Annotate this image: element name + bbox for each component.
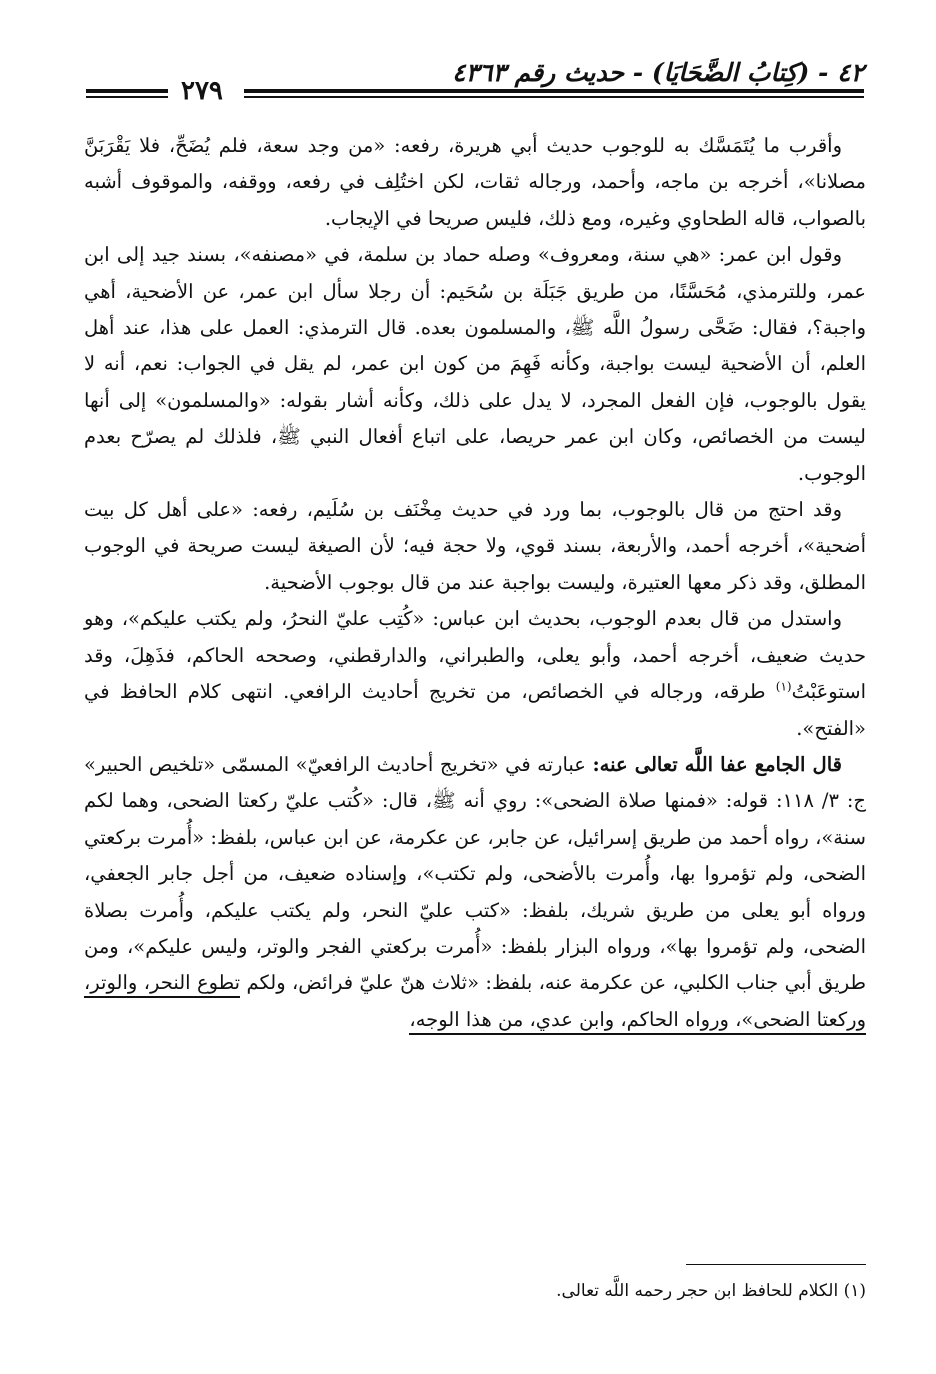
- paragraph-text: وأقرب ما يُتَمَسَّك به للوجوب حديث أبي هريرة، رفعه: «من وجد سعة، فلم يُضَحِّ، فلا يَقْرَبَنَّ مصلانا»، أخرجه بن ماجه، وأحمد، ورجاله ثقات، لكن اختُلِف في رفعه، ووقفه، والموقوف أشبه بالصواب، قاله الطحاوي وغيره، ومع ذلك، فليس صريحا في الإيجاب.: [84, 134, 866, 230]
- footnote: (١) الكلام للحافظ ابن حجر رحمه اللَّه تعالى.: [556, 1281, 866, 1301]
- paragraph-1: [84, 128, 866, 237]
- main-text: [84, 128, 866, 1038]
- paragraph-4: [84, 601, 866, 747]
- header-rule-right-thick: [244, 89, 864, 93]
- header-rule-left-thick: [86, 89, 168, 93]
- header-rule-right-thin: [244, 96, 864, 98]
- paragraph-2: [84, 237, 866, 492]
- paragraph-text-before: واستدل من قال بعدم الوجوب، بحديث ابن عباس: «كُتِب عليّ النحرُ، ولم يكتب عليكم»، وهو حديث ضعيف، أخرجه أحمد، وأبو يعلى، والطبراني، والدارقطني، وصححه الحاكم، فذَهِلَ، وقد استوعَبْتُ: [84, 607, 866, 704]
- paragraph-3: [84, 492, 866, 601]
- paragraph-text: عبارته في «تخريج أحاديث الرافعيّ» المسمّى «تلخيص الحبير» ج: ٣/ ١١٨: قوله: «فمنها صلاة الضحى»: روي أنه ﷺ، قال: «كُتب عليّ ركعتا الضحى، وهما لكم سنة»، رواه أحمد من طريق إسرائيل، عن جابر، عن عكرمة، عن ابن عباس، بلفظ: «أُمرت بركعتي الضحى، ولم تؤمروا بها، وأُمرت بالأضحى، ولم تكتب»، وإسناده ضعيف، من أجل جابر الجعفي، ورواه أبو يعلى من طريق شريك، بلفظ: «كتب عليّ النحر، ولم يكتب عليكم، وأُمرت بصلاة الضحى، ولم تؤمروا بها»، ورواه البزار بلفظ: «أُمرت بركعتي الفجر والوتر، وليس عليكم»، ومن طريق أبي جناب الكلبي، عن عكرمة عنه، بلفظ: «ثلاث هنّ عليّ فرائض، ولكم: [84, 752, 867, 995]
- paragraph-5: [84, 747, 866, 1038]
- page-number: ٢٧٩: [181, 76, 223, 106]
- header-rule-left-thin: [86, 96, 168, 98]
- paragraph-text: وقد احتج من قال بالوجوب، بما ورد في حديث مِخْنَف بن سُلَيم، رفعه: «على أهل كل بيت أضحية»، أخرجه أحمد، والأربعة، بسند قوي، ولا حجة فيه؛ لأن الصيغة ليست صريحة في الوجوب المطلق، وقد ذكر معها العتيرة، وليست بواجبة عند من قال بوجوب الأضحية.: [84, 498, 866, 594]
- underlined-last-line: تطوع النحر، والوتر، وركعتا الضحى»، ورواه الحاكم، وابن عدي، من هذا الوجه،: [84, 971, 866, 1034]
- page-header: [86, 56, 864, 106]
- footnote-marker: (١): [775, 679, 792, 694]
- paragraph-text: وقول ابن عمر: «هي سنة، ومعروف» وصله حماد بن سلمة، في «مصنفه»، بسند جيد إلى ابن عمر، وللترمذي، مُحَسَّنًا، من طريق جَبَلَة بن سُحَيم: أن رجلا سأل ابن عمر، عن الأضحية، أهي واجبة؟، فقال: ضَحَّى رسولُ اللَّه ﷺ، والمسلمون بعده. قال الترمذي: العمل على هذا، عند أهل العلم، أن الأضحية ليست بواجبة، وكأنه فَهِمَ من كون ابن عمر، لم يقل في الجواب: نعم، أنه لا يقول بالوجوب، فإن الفعل المجرد، لا يدل على ذلك، وكأنه أشار بقوله: «والمسلمون» إلى أنها ليست من الخصائص، وكان ابن عمر حريصا، على اتباع أفعال النبي ﷺ، فلذلك لم يصرّح بعدم الوجوب.: [84, 243, 866, 485]
- footnote-separator: [686, 1264, 866, 1265]
- running-head-title: ٤٢ - (كِتابُ الضَّحَايَا) - حديث رقم ٤٣٦٣: [452, 58, 864, 87]
- compiler-note-lead: قال الجامع عفا اللَّه تعالى عنه:: [592, 752, 842, 776]
- paragraph-text-after: طرقه، ورجاله في الخصائص، من تخريج أحاديث الرافعي. انتهى كلام الحافظ في «الفتح».: [84, 680, 866, 740]
